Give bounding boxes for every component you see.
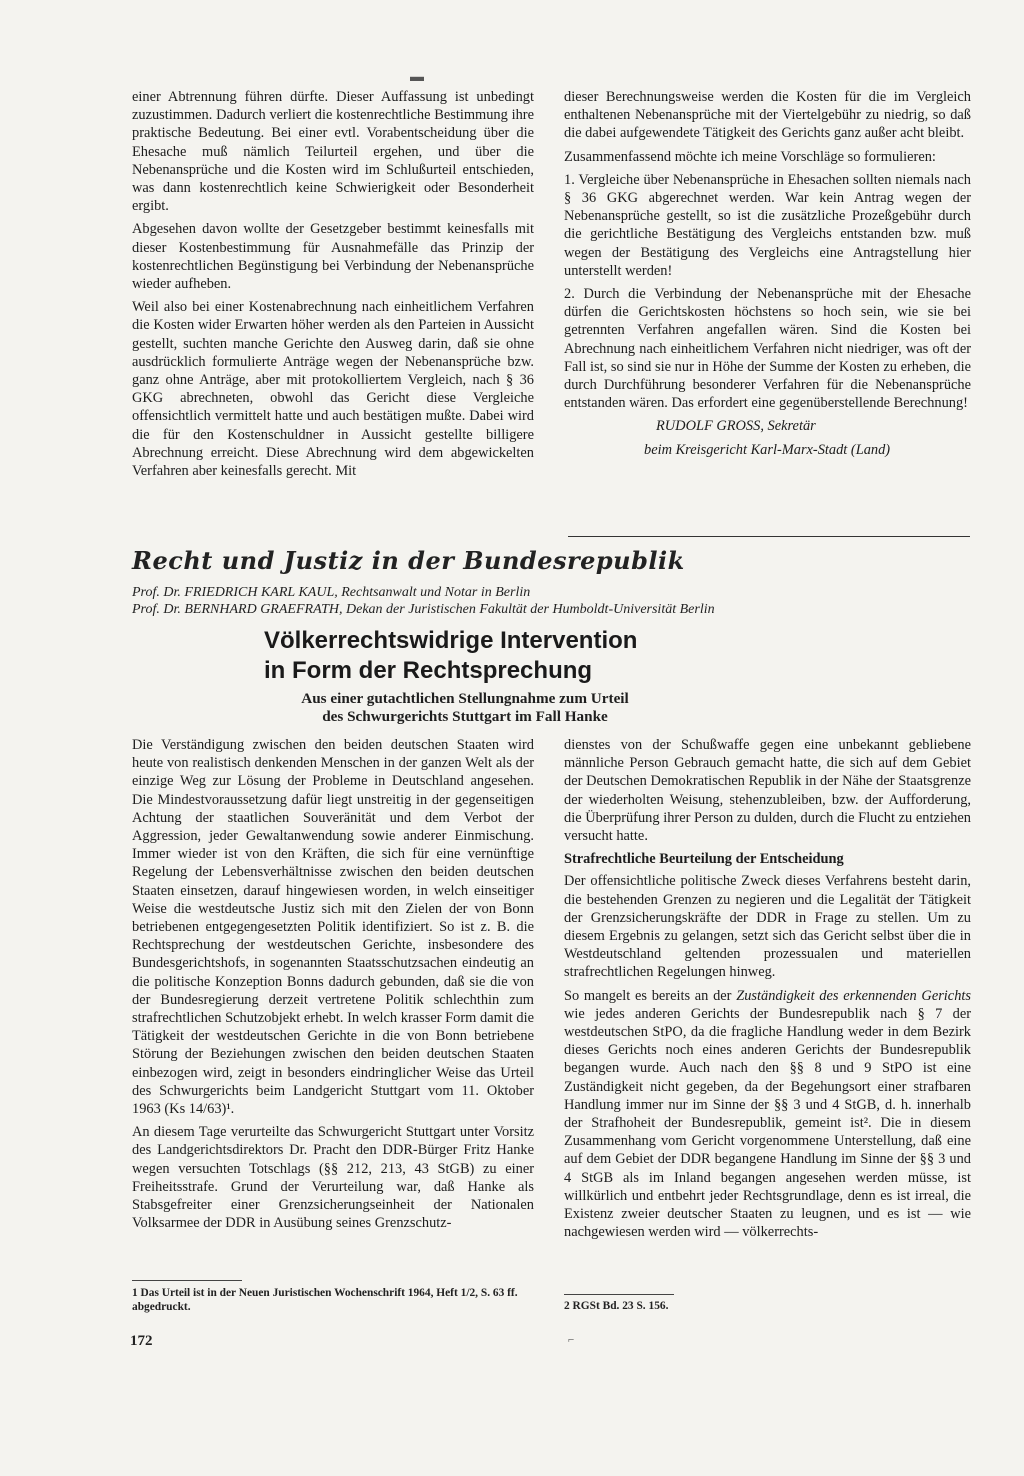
paragraph: Abgesehen davon wollte der Gesetzgeber bestimmt keinesfalls mit dieser Kostenbestimmung für Ausnahmefälle das Prinzip der kostenrechtlichen Begünstigung bei Verbindung der Nebenansprüche wieder aufheben. [132, 221, 534, 293]
paragraph [564, 987, 971, 1242]
paragraph: einer Abtrennung führen dürfte. Dieser Auffassung ist unbedingt zuzustimmen. Dadurch verliert die kostenrechtliche Bestimmung ihre praktische Bedeutung. Bei einer evtl. Vorabentscheidung über die Ehesache muß nämlich Teilurteil ergehen, und über die Nebenansprüche und die Kosten wird im Schlußurteil entschieden, was dann kostenrechtlich keine Schwierigkeit oder Besonderheit ergibt. [132, 89, 534, 215]
emphasis: Zuständigkeit des erkennenden Gerichts [736, 987, 971, 1004]
footnote-divider [132, 1280, 242, 1281]
paragraph: dieser Berechnungsweise werden die Kosten für die im Vergleich enthaltenen Nebenansprüche mit der Viertelgebühr zu niedrig, so daß die dabei aufgewendete Tätigkeit des Gerichts ganz außer acht bleibt. [564, 89, 971, 142]
author-line: Prof. Dr. BERNHARD GRAEFRATH, Dekan der Juristischen Fakultät der Humboldt-Universität Berlin [132, 602, 715, 617]
paragraph: Weil also bei einer Kostenabrechnung nach einheitlichem Verfahren die Kosten wider Erwarten höher werden als den Parteien in Aussicht gestellt, suchten manche Gerichte den Ausweg darin, daß sie ohne ausdrücklich formulierte Anträge wegen der Nebenansprüche bzw. ganz ohne Anträge, aber mit protokolliertem Vergleich, nach § 36 GKG abrechneten, obwohl das Gericht diese Vergleiche offensichtlich vermittelt hatte und auch bestätigen mußte. Dabei wird die für den Kostenschuldner in Aussicht gestellte billigere Abrechnung erreicht. Diese Abrechnung wird dem abgewickelten Verfahren aber keinesfalls gerecht. Mit [132, 299, 534, 480]
section-divider [568, 536, 970, 537]
paragraph: 1. Vergleiche über Nebenansprüche in Ehesachen sollten niemals nach § 36 GKG abgerechnet werden. War kein Antrag wegen der Nebenansprüche gestellt, so ist die zusätzliche Prozeßgebühr durch die gerichtliche Bestätigung des Vergleichs entstanden bzw. muß wegen der Bestätigung des Vergleichs eine Antragstellung hier unterstellt werden! [564, 171, 971, 279]
top-right-column [564, 88, 971, 464]
article-headline [264, 626, 637, 686]
author-line: Prof. Dr. FRIEDRICH KARL KAUL, Rechtsanwalt und Notar in Berlin [132, 585, 531, 600]
paragraph: Der offensichtliche politische Zweck dieses Verfahrens besteht darin, die bestehenden Grenzen zu negieren und die Legalität der Tätigkeit der Grenzsicherungskräfte der DDR in Frage zu stellen. Um zu diesem Ergebnis zu gelangen, setzt sich das Gericht selbst über die in Westdeutschland geltenden prozessualen und materiellen strafrechtlichen Regelungen hinweg. [564, 873, 971, 981]
paragraph: An diesem Tage verurteilte das Schwurgericht Stuttgart unter Vorsitz des Landgerichtsdirektors Dr. Pracht den DDR-Bürger Fritz Hanke wegen versuchten Totschlags (§§ 212, 213, 43 StGB) zu einer Freiheitsstrafe. Grund der Verurteilung war, daß Hanke als Stabsgefreiter einer Grenzsicherungseinheit der Nationalen Volksarmee der DDR in Ausübung seines Grenzschutz- [132, 1124, 534, 1232]
subhead-line: des Schwurgerichts Stuttgart im Fall Hanke [322, 708, 608, 725]
footnote-divider [564, 1294, 674, 1295]
headline-line: in Form der Rechtsprechung [264, 657, 593, 684]
main-left-column [132, 736, 534, 1237]
subhead-line: Aus einer gutachtlichen Stellungnahme zum Urteil [301, 690, 629, 707]
paragraph: Zusammenfassend möchte ich meine Vorschläge so formulieren: [564, 148, 936, 165]
authors-block [132, 584, 715, 618]
footnote: 1 Das Urteil ist in der Neuen Juristischen Wochenschrift 1964, Heft 1/2, S. 63 ff. abgedruckt. [132, 1287, 518, 1313]
top-left-column [132, 88, 534, 485]
headline-line: Völkerrechtswidrige Intervention [264, 627, 638, 654]
paragraph: dienstes von der Schußwaffe gegen eine unbekannt gebliebene männliche Person Gebrauch gemacht hatte, die sich auf dem Gebiet der Deutschen Demokratischen Republik in der Nähe der Staatsgrenze der wiederholten Weisung, stehenzubleiben, bzw. der Aufforderung, die Überprüfung ihrer Person zu dulden, durch die Flucht zu entziehen versucht hatte. [564, 737, 971, 845]
section-heading: Strafrechtliche Beurteilung der Entscheidung [564, 851, 844, 868]
rubric-title: Recht und Justiz in der Bundesrepublik [132, 546, 685, 575]
text-run: wie jedes anderen Gerichts der Bundesrepublik nach § 7 der westdeutschen StPO, da die fragliche Handlung weder in dem Bezirk dieses Gerichts noch eines anderen Gerichts der Bundesrepublik begangen wurde. Auch nach den §§ 8 und 9 StPO ist eine Zuständigkeit nicht gegeben, da der Begehungsort einer strafbaren Handlung immer nur im Sinne der §§ 3 und 4 StGB, d. h. innerhalb der Strafhoheit der Bundesrepublik, gemeint ist². Die in diesem Zusammenhang vom Gericht vorgenommene Unterstellung, daß eine auf dem Gebiet der DDR begangene Handlung im Sinne der §§ 3 und 4 StGB als im Inland begangen angesehen werden müsse, ist willkürlich und entbehrt jeder Rechtsgrundlage, denn es ist irreal, die Existenz zweier deutscher Staaten zu leugnen, und es ist — wie nachgewiesen werden wird — völkerrechts- [564, 1005, 971, 1241]
scan-mark: ⌐ [568, 1334, 575, 1346]
article-subheadline [240, 690, 690, 726]
signature-affiliation: beim Kreisgericht Karl-Marx-Stadt (Land) [644, 441, 891, 458]
footnote: 2 RGSt Bd. 23 S. 156. [564, 1300, 669, 1312]
text-run: So mangelt es bereits an der [564, 987, 732, 1004]
main-right-column [564, 736, 971, 1246]
signature-name: RUDOLF GROSS, Sekretär [656, 418, 816, 435]
paragraph: 2. Durch die Verbindung der Nebenansprüche mit der Ehesache dürfen die Gerichtskosten höchstens so hoch sein, wie sie bei getrennten Verfahren angefallen wären. Sind die Kosten bei Abrechnung nach einheitlichem Verfahren nicht niedriger, was oft der Fall ist, so sind sie nur in Höhe der Summe der Kosten zu erheben, die durch Durchführung besonderer Verfahren für die Nebenansprüche entstanden wären. Das erfordert eine gegenüberstellende Berechnung! [564, 286, 971, 412]
page-number: 172 [130, 1333, 153, 1349]
scan-mark: ▬ [410, 70, 424, 85]
paragraph: Die Verständigung zwischen den beiden deutschen Staaten wird heute von realistisch denkenden Menschen in der ganzen Welt als der einzige Weg zur Lösung der Probleme in Deutschland angesehen. Die Mindestvoraussetzung dafür liegt unstreitig in der gegenseitigen Achtung der staatlichen Souveränität und dem Verbot der Aggression, jeder Gewaltanwendung sowie anderer Einmischung. Immer wieder ist von den Kräften, die sich für eine vernünftige Regelung der Lebensverhältnisse zwischen den beiden deutschen Staaten einsetzen, darauf hingewiesen worden, in welch einseitiger Weise die westdeutsche Justiz sich mit den Zielen der von Bonn betriebenen entgegengesetzten Politik identifiziert. So ist z. B. die Rechtsprechung der westdeutschen Gerichte, insbesondere des Bundesgerichtshofs, in sogenannten Staatsschutzsachen eindeutig an die politische Konzeption Bonns dadurch gebunden, daß sie die von der Bundesregierung derzeit vertretene Politik schlechthin zum strafrechtlichen Schutzobjekt erhebt. In welch krasser Form damit die Tätigkeit der westdeutschen Gerichte in die von Bonn betriebene Störung der Beziehungen zwischen den beiden deutschen Staaten einbezogen wird, zeigt in besonders eindringlicher Weise das Urteil des Schwurgerichts beim Landgericht Stuttgart vom 11. Oktober 1963 (Ks 14/63)¹. [132, 737, 534, 1118]
